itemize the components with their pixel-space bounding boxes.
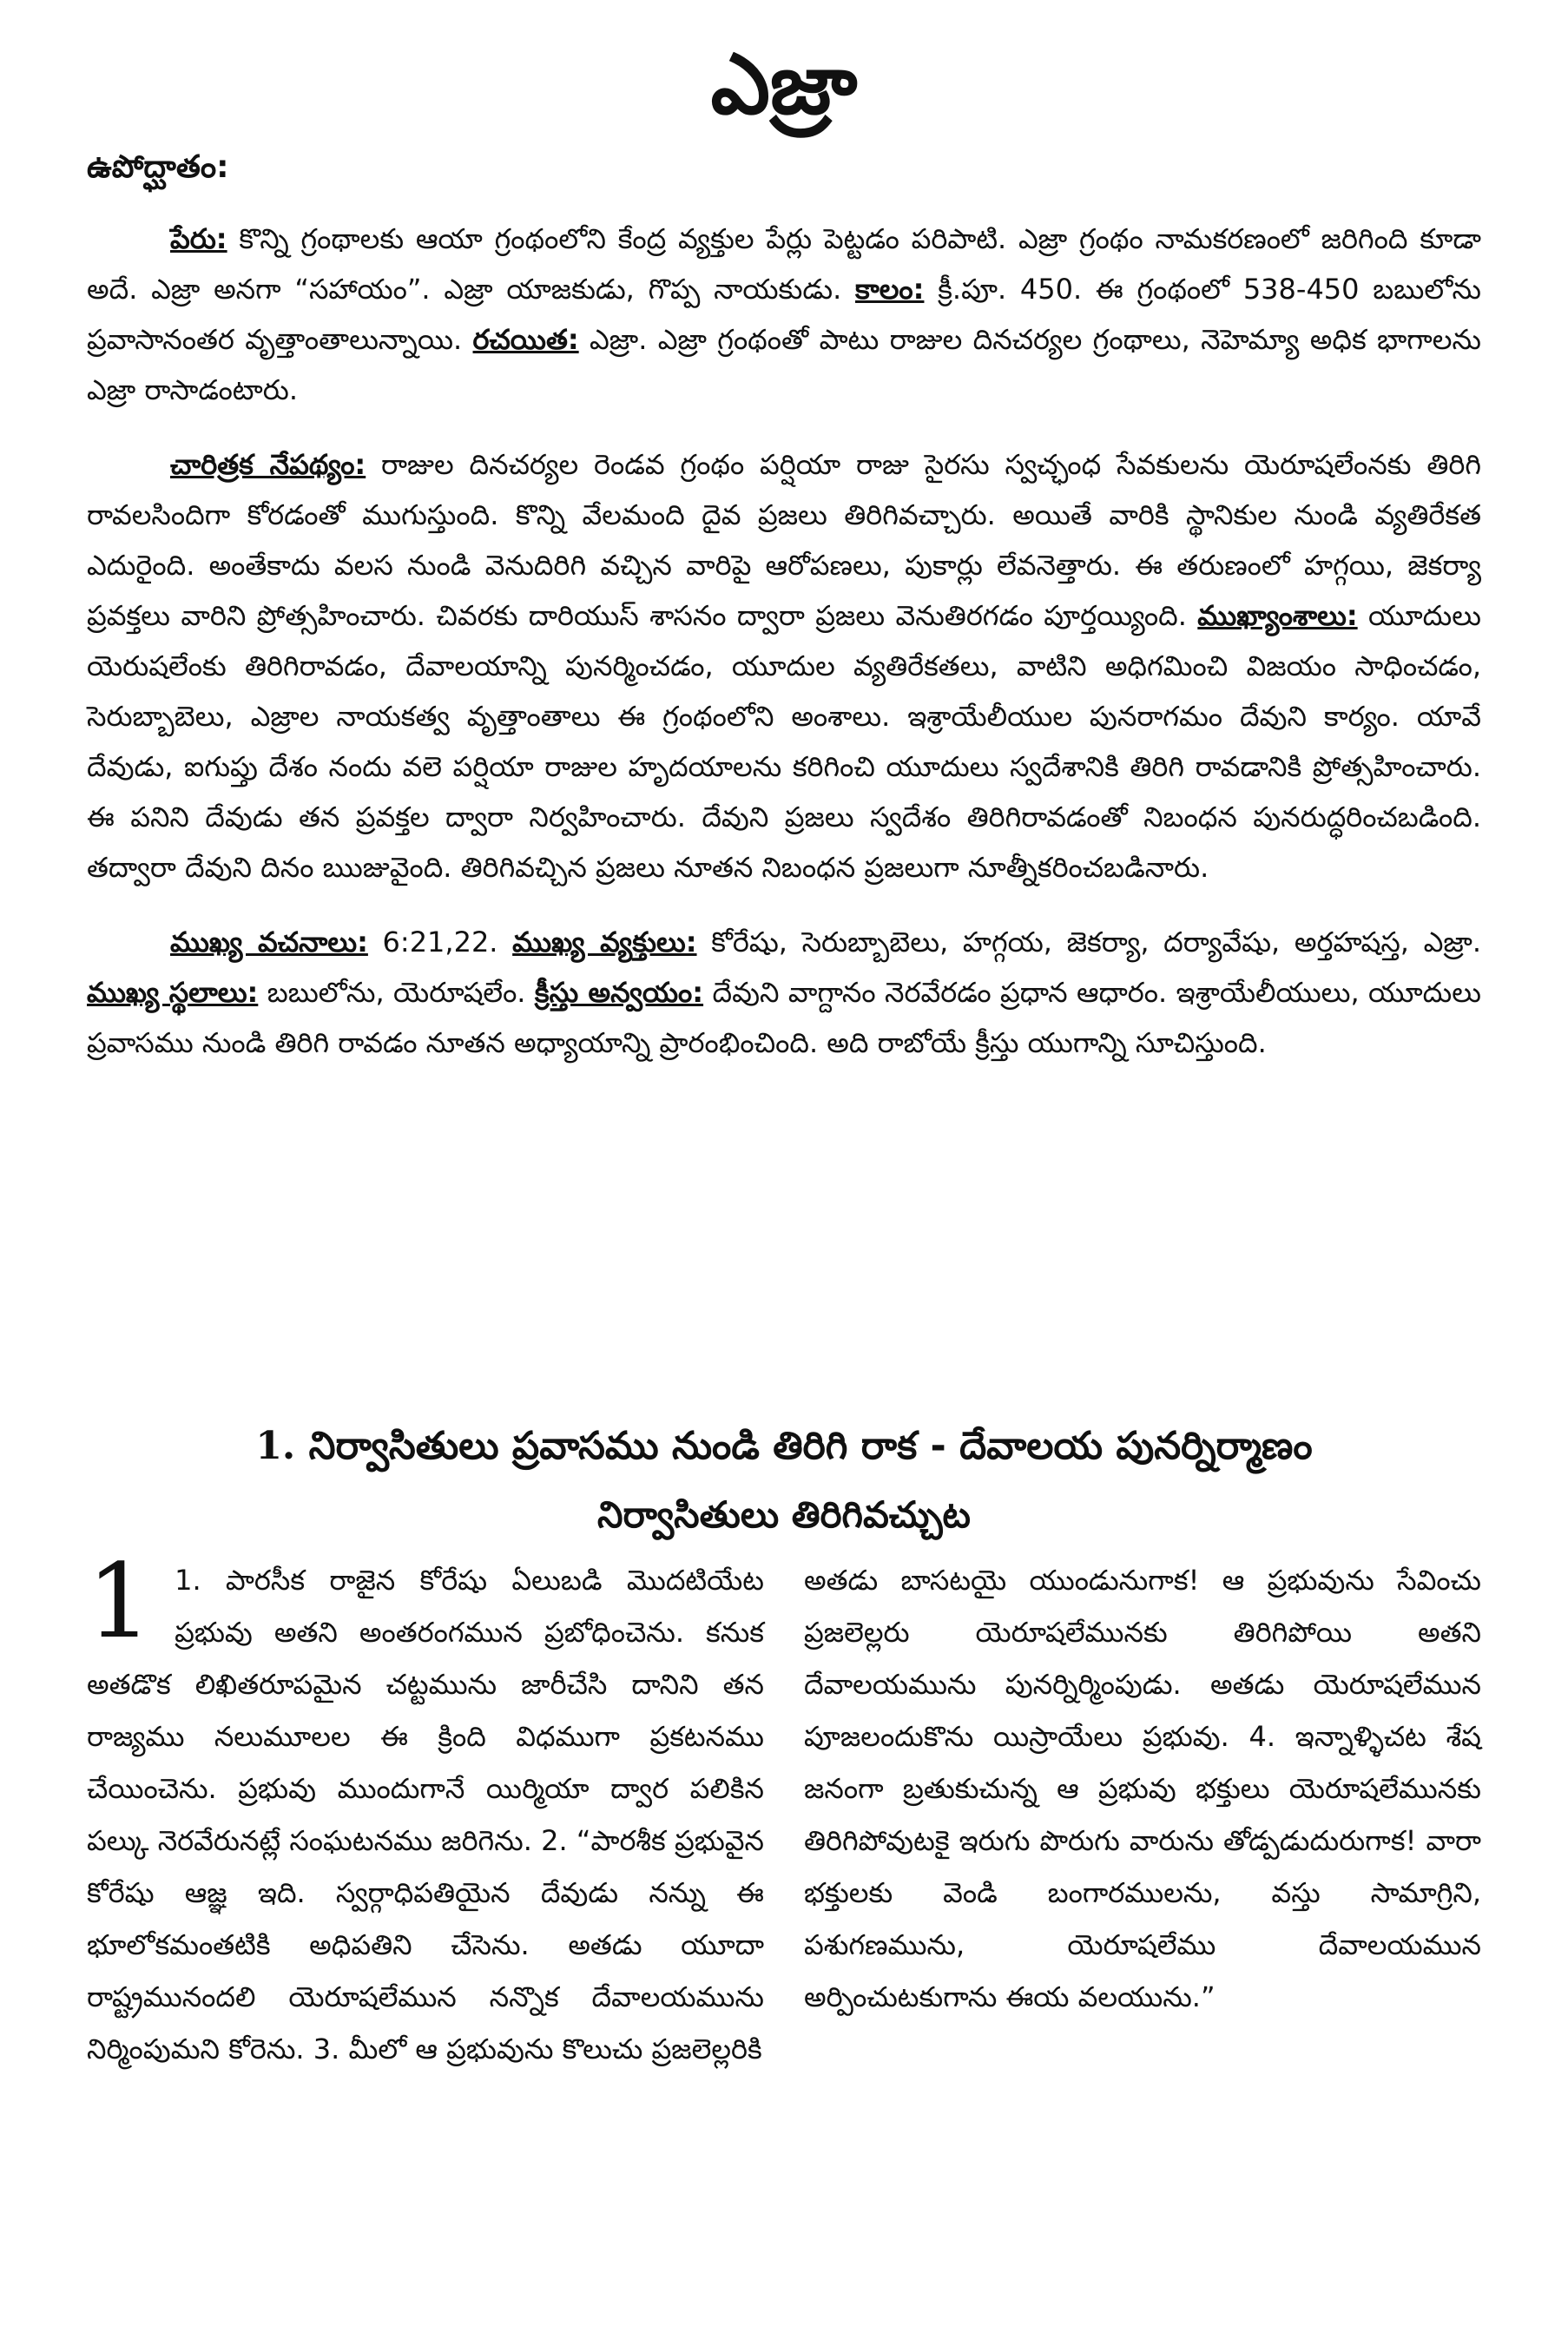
label-key-persons: ముఖ్య వ్యక్తులు: (512, 926, 697, 959)
chapter-heading (52, 1424, 1516, 1478)
intro-paragraph-key-facts (87, 917, 1481, 1068)
label-key-verses: ముఖ్య వచనాలు: (170, 926, 368, 959)
intro-text: క్రీ.పూ. 450. ఈ గ్రంథంలో 538-450 బబులోను ప్రవాసానంతర వృత్తాంతాలున్నాయి. (87, 273, 1482, 356)
label-time: కాలం: (855, 273, 925, 306)
intro-text: కోరేషు, సెరుబ్బాబెలు, హగ్గయ, జెకర్యా, దర్యావేషు, అర్తహషస్త, ఎజ్రా. (696, 926, 1482, 959)
intro-text: యూదులు యెరుషలేంకు తిరిగిరావడం, దేవాలయాన్ని పునర్మించడం, యూదుల వ్యతిరేకతలు, వాటిని అధిగమించి విజయం సాధించడం, సెరుబ్బాబెలు, ఎజ్రాల నాయకత్వ వృత్తాంతాలు ఈ గ్రంథంలోని అంశాలు. ఇశ్రాయేలీయుల పునరాగమం దేవుని కార్యం. యావే దేవుడు, ఐగుప్తు దేశం నందు వలె పర్షియా రాజుల హృదయాలను కరిగించి యూదులు స్వదేశానికి తిరిగి రావడానికి ప్రోత్సహించారు. ఈ పనిని దేవుడు తన ప్రవక్తల ద్వారా నిర్వహించారు. దేవుని ప్రజలు స్వదేశం తిరిగిరావడంతో నిబంధన పునరుద్ధరించబడింది. తద్వారా దేవుని దినం ఋజువైంది. తిరిగివచ్చిన ప్రజలు నూతన నిబంధన ప్రజలుగా నూత్నీకరించబడినారు. (87, 599, 1482, 884)
intro-text: దేవుని వాగ్దానం నెరవేరడం ప్రధాన ఆధారం. ఇశ్రాయేలీయులు, యూదులు ప్రవాసము నుండి తిరిగి రావడం నూతన అధ్యాయాన్ని ప్రారంభించింది. అది రాబోయే క్రీస్తు యుగాన్ని సూచిస్తుంది. (87, 976, 1481, 1059)
intro-heading: ఉపోద్ఘాతం: (87, 149, 229, 185)
right-column (804, 1554, 1481, 2023)
chapter-text (87, 1541, 1481, 2318)
left-column-text: 1. పారసీక రాజైన కోరేషు ఏలుబడి మొదటియేట ప్రభువు అతని అంతరంగమున ప్రబోధించెను. కనుక అతడొక లిఖితరూపమైన చట్టమును జారీచేసి దానిని తన రాజ్యము నలుమూలల ఈ క్రింది విధముగా ప్రకటనము చేయించెను. ప్రభువు ముందుగానే యిర్మియా ద్వార పలికిన పల్కు నెరవేరునట్లే సంఘటనము జరిగెను. 2. “పారశీక ప్రభువైన కోరేషు ఆజ్ఞ ఇది. స్వర్గాధిపతియైన దేవుడు నన్ను ఈ భూలోకమంతటికి అధిపతిని చేసెను. అతడు యూదా రాష్ట్రమునందలి యెరూషలేమున నన్నొక దేవాలయమును నిర్మింపుమని కోరెను. 3. మీలో ఆ ప్రభువును కొలుచు ప్రజలెల్లరికి (87, 1564, 764, 2065)
intro-paragraph-name-time-author (87, 214, 1481, 415)
intro-text: ఎజ్రా. ఎజ్రా గ్రంథంతో పాటు రాజుల దినచర్యల గ్రంథాలు, నెహెమ్యా అధిక భాగాలను ఎజ్రా రాసాడంటారు. (87, 323, 1481, 406)
intro-paragraph-background (87, 439, 1481, 893)
book-title: ఎజ్రా (710, 36, 858, 133)
right-column-text: అతడు బాసటయై యుండునుగాక! ఆ ప్రభువును సేవించు ప్రజలెల్లరు యెరూషలేమునకు తిరిగిపోయి అతని దేవాలయమును పునర్నిర్మింపుడు. అతడు యెరూషలేమున పూజలందుకొను యిస్రాయేలు ప్రభువు. 4. ఇన్నాళ్ళిచట శేష జనంగా బ్రతుకుచున్న ఆ ప్రభువు భక్తులు యెరూషలేమునకు తిరిగిపోవుటకై ఇరుగు పొరుగు వారును తోడ్పడుదురుగాక! వారా భక్తులకు వెండి బంగారములను, వస్తు సామాగ్రిని, పశుగణమును, యెరూషలేము దేవాలయమున అర్పించుటకుగాను ఈయ వలయును.” (804, 1564, 1481, 2013)
label-background: చారిత్రక నేపథ్యం: (170, 448, 366, 481)
label-name: పేరు: (170, 222, 227, 255)
intro-text: బబులోను, యెరూషలేం. (258, 976, 535, 1009)
section-subheading: నిర్వాసితులు తిరిగివచ్చుట (597, 1493, 971, 1536)
label-themes: ముఖ్యాంశాలు: (1197, 599, 1358, 632)
intro-text: రాజుల దినచర్యల రెండవ గ్రంథం పర్షియా రాజు సైరసు స్వచ్ఛంధ సేవకులను యెరూషలేంనకు తిరిగి రావలసిందిగా కోరడంతో ముగుస్తుంది. కొన్ని వేలమంది దైవ ప్రజలు తిరిగివచ్చారు. అయితే వారికి స్థానికుల నుండి వ్యతిరేకత ఎదురైంది. అంతేకాదు వలస నుండి వెనుదిరిగి వచ్చిన వారిపై ఆరోపణలు, పుకార్లు లేవనెత్తారు. ఈ తరుణంలో హగ్గయి, జెకర్యా ప్రవక్తలు వారిని ప్రోత్సహించారు. చివరకు దారియుస్ శాసనం ద్వారా ప్రజలు వెనుతిరగడం పూర్తయ్యింది. (87, 448, 1481, 632)
label-author: రచయిత: (472, 323, 579, 356)
chapter-dropcap: 1 (87, 1541, 153, 1661)
left-column (87, 1541, 764, 2075)
introduction (87, 214, 1481, 1092)
chapter-number: 1. (255, 1424, 296, 1468)
intro-text: కొన్ని గ్రంథాలకు ఆయా గ్రంథంలోని కేంద్ర వ్యక్తుల పేర్లు పెట్టడం పరిపాటి. ఎజ్రా గ్రంథం నామకరణంలో జరిగింది కూడా అదే. ఎజ్రా అనగా “సహాయం”. ఎజ్రా యాజకుడు, గొప్ప నాయకుడు. (87, 222, 1481, 306)
label-christ-application: క్రీస్తు అన్వయం: (534, 976, 704, 1009)
chapter-title: నిర్వాసితులు ప్రవాసము నుండి తిరిగి రాక - దేవాలయ పునర్నిర్మాణం (308, 1424, 1313, 1468)
intro-text: 6:21,22. (367, 926, 513, 959)
label-key-places: ముఖ్య స్థలాలు: (87, 976, 259, 1009)
